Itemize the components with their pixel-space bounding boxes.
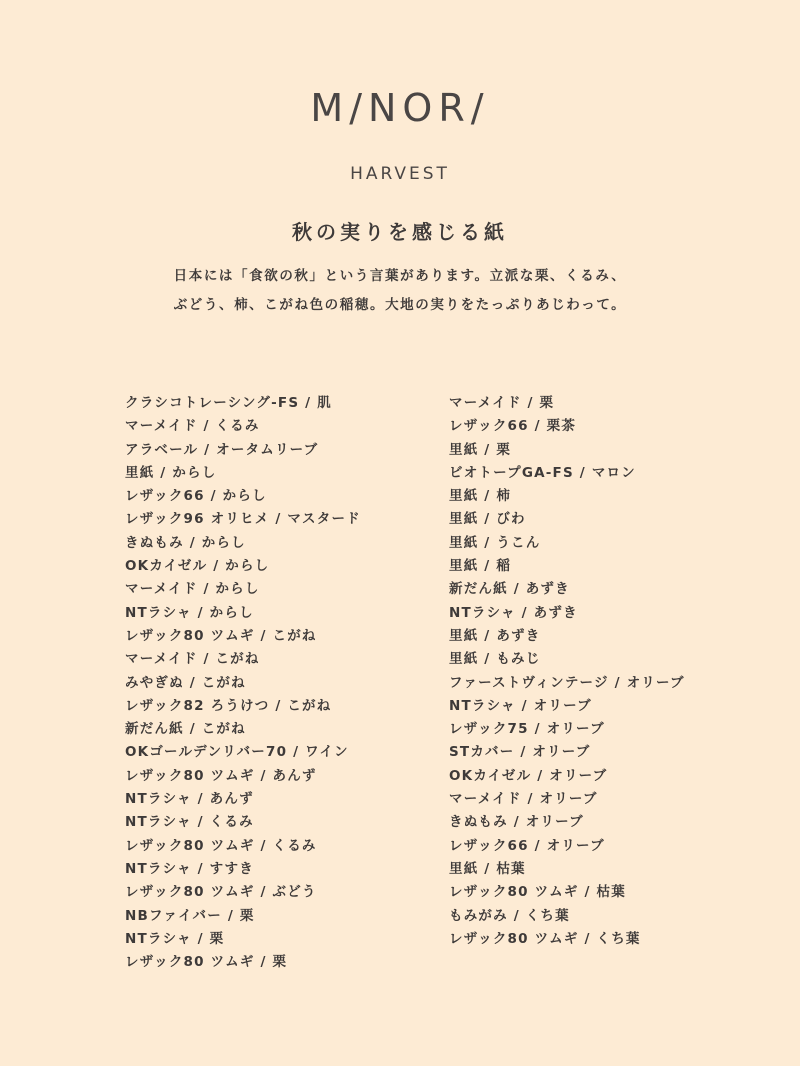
list-item: レザック80 ツムギ / あんず [125,767,317,784]
list-item: マーメイド / こがね [125,651,260,668]
list-item: NTラシャ / オリーブ [449,697,592,714]
list-item: STカバー / オリーブ [449,744,591,761]
list-item: レザック82 ろうけつ / こがね [125,697,332,714]
page-heading: 秋の実りを感じる紙 [292,220,508,244]
intro-text [0,262,800,320]
list-item: レザック66 / オリーブ [449,837,605,854]
list-item: 里紙 / 栗 [449,441,512,458]
list-item: NTラシャ / あずき [449,604,578,621]
list-item: レザック66 / からし [125,488,267,505]
list-item: 新だん紙 / あずき [449,581,570,598]
list-item: レザック80 ツムギ / 栗 [125,954,288,971]
intro-line: ぶどう、柿、こがね色の稲穂。大地の実りをたっぷりあじわって。 [173,297,627,313]
list-item: きぬもみ / からし [125,534,246,551]
list-item: NTラシャ / あんず [125,791,254,808]
list-item: マーメイド / 栗 [449,395,555,411]
list-item: レザック80 ツムギ / 枯葉 [449,884,626,901]
list-item: レザック80 ツムギ / くち葉 [449,930,641,947]
list-item: NTラシャ / からし [125,604,254,621]
list-item: レザック96 オリヒメ / マスタード [125,511,361,528]
list-item: マーメイド / オリーブ [449,791,598,808]
list-item: 里紙 / うこん [449,534,541,551]
list-item: 里紙 / からし [125,464,217,481]
list-item: ファーストヴィンテージ / オリーブ [449,674,685,691]
list-item: レザック80 ツムギ / くるみ [125,837,317,854]
list-item: ビオトープGA-FS / マロン [449,464,636,481]
paper-list-left [125,392,425,974]
list-item: レザック80 ツムギ / ぶどう [125,884,317,901]
list-item: NTラシャ / 栗 [125,930,225,947]
list-item: OKカイゼル / からし [125,558,270,575]
list-item: マーメイド / くるみ [125,418,260,435]
list-item: 里紙 / 稲 [449,558,512,575]
list-item: レザック66 / 栗茶 [449,418,577,435]
list-item: 里紙 / 柿 [449,488,512,505]
list-item: アラベール / オータムリーブ [125,441,319,458]
list-item: 里紙 / びわ [449,511,526,528]
list-item: NTラシャ / くるみ [125,814,254,831]
list-item: OKカイゼル / オリーブ [449,767,608,784]
intro-line: 日本には「食欲の秋」という言葉があります。立派な栗、くるみ、 [173,268,627,284]
list-item: もみがみ / くち葉 [449,907,570,924]
list-item: 里紙 / 枯葉 [449,860,526,877]
paper-list-right [449,392,749,951]
page-subtitle: HARVEST [350,164,450,184]
list-item: OKゴールデンリバー70 / ワイン [125,744,349,761]
brand-logo: M/NOR/ [310,86,490,130]
list-item: NTラシャ / すすき [125,860,254,877]
list-item: クラシコトレーシング-FS / 肌 [125,395,332,411]
list-item: きぬもみ / オリーブ [449,814,584,831]
list-item: レザック75 / オリーブ [449,721,605,738]
list-item: NBファイバー / 栗 [125,907,255,924]
list-item: レザック80 ツムギ / こがね [125,627,317,644]
list-item: マーメイド / からし [125,581,260,598]
list-item: 里紙 / もみじ [449,651,541,668]
list-item: 新だん紙 / こがね [125,721,246,738]
list-item: 里紙 / あずき [449,627,541,644]
list-item: みやぎぬ / こがね [125,674,246,691]
